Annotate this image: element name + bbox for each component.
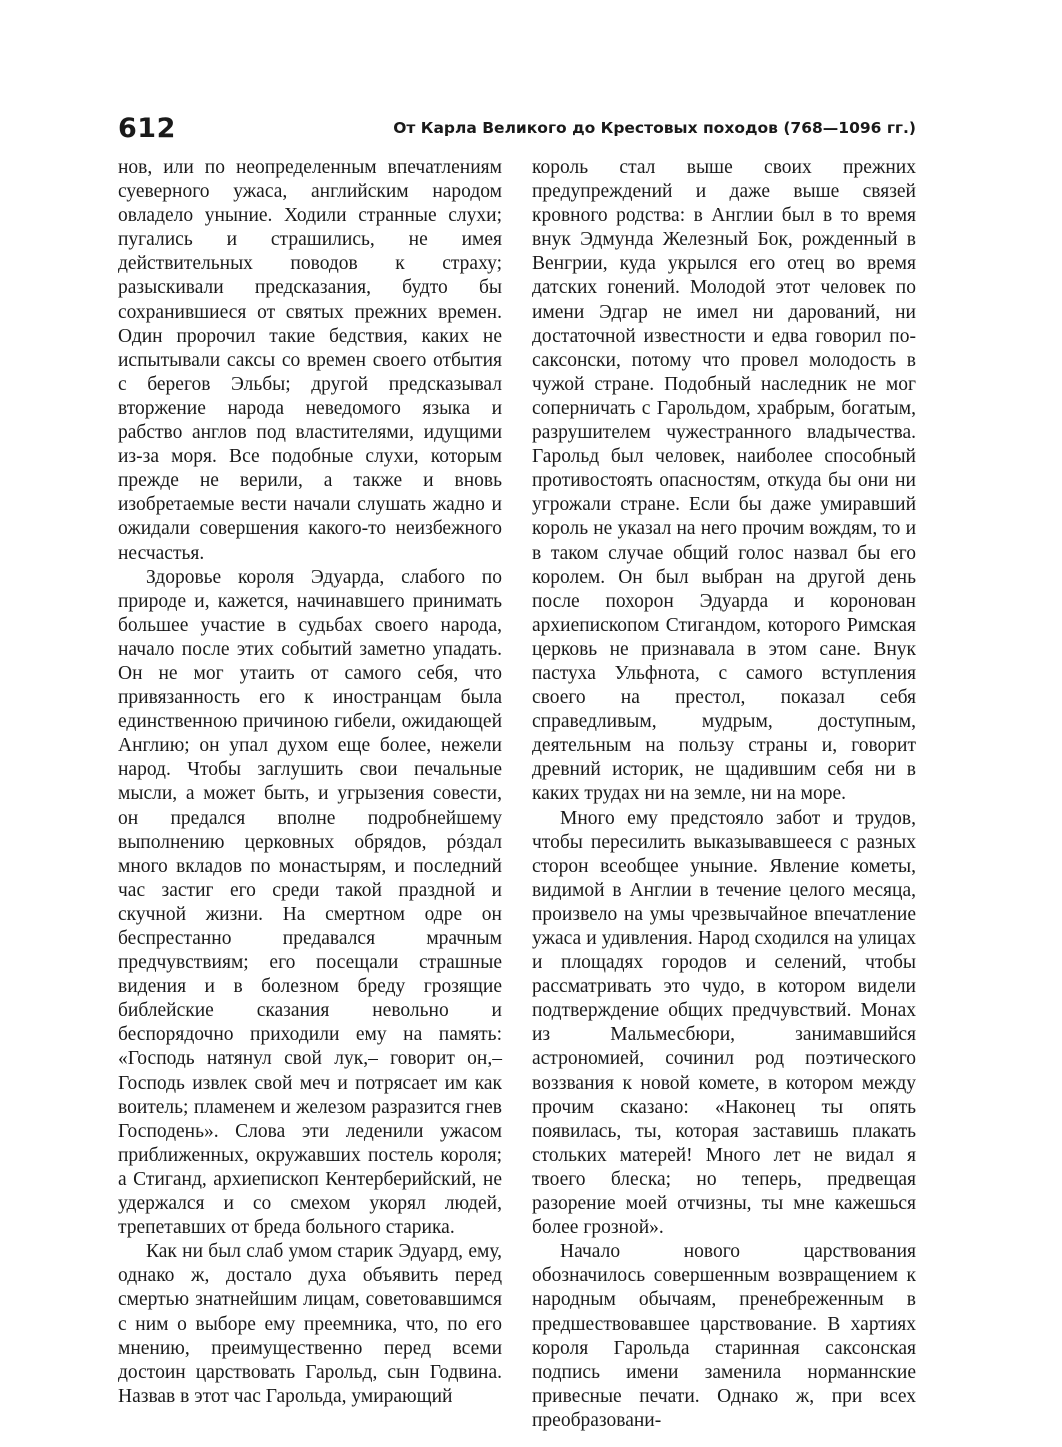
paragraph: Как ни был слаб умом старик Эдуард, ему, однако ж, достало духа объявить перед смертью знатнейшим лицам, советовавшимся с ним о выборе ему преемника, что, по его мнению, преимущественно перед всеми достоин царствовать Гарольд, сын Годвина. Назвав в этот час Гарольда, умирающий: [118, 1241, 502, 1407]
paragraph: Много ему предстояло забот и трудов, чтобы пересилить выказывавшееся с разных сторон всеобщее уныние. Явление кометы, видимой в Англии в течение целого месяца, произвело на умы чрезвычайное впечатление ужаса и удивления. Народ сходился на улицах и площадях городов и селений, чтобы рассматривать это чудо, в котором видели подтверждение общих предчувствий. Монах из Мальмесбюри, занимавшийся астрономией, сочинил род поэтического воззвания к новой комете, в котором между прочим сказано: «Наконец ты опять появилась, ты, которая заставишь плакать стольких матерей! Много лет не видал я твоего блеска; но теперь, предвещая разорение моей отчизны, ты мне кажешься более грозной».: [532, 807, 916, 1239]
paragraph: нов, или по неопределенным впечатлениям суеверного ужаса, английским народом овладело уныние. Ходили странные слухи; пугались и страшились, не имея действительных поводов к страху; разыскивали предсказания, будто бы сохранившиеся от святых прежних времен. Один пророчил такие бедствия, каких не испытывали саксы со времен своего отбытия с берегов Эльбы; другой предсказывал вторжение народа неведомого языка и рабство англов под властителями, идущими из-за моря. Все подобные слухи, которым прежде не верили, а также и вновь изобретаемые вести начали слушать жадно и ожидали совершения какого-то неизбежного несчастья.: [118, 157, 502, 564]
left-column: [118, 156, 502, 1409]
paragraph: Начало нового царствования обозначилось совершенным возвращением к народным обычаям, пренебреженным в предшествовавшее царствование. В хартиях короля Гарольда старинная саксонская подпись имени заменила норманнские привесные печати. Однако ж, при всех преобразовани-: [532, 1241, 916, 1431]
paragraph: Здоровье короля Эдуарда, слабого по природе и, кажется, начинавшего принимать большее участие в судьбах своего народа, начало после этих событий заметно упадать. Он не мог утаить от самого себя, что привязанность его к иностранцам была единственною причиною гибели, ожидающей Англию; он упал духом еще более, нежели народ. Чтобы заглушить свои печальные мысли, а может быть, и угрызения совести, он предался вполне подробнейшему выполнению церковных обрядов, рóздал много вкладов по монастырям, и последний час застиг его среди такой праздной и скучной жизни. На смертном одре он беспрестанно предавался мрачным предчувствиям; его посещали страшные видения и в болезном бреду грозящие библейские сказания невольно и беспорядочно приходили ему на память: «Господь натянул свой лук,– говорит он,– Господь извлек свой меч и потрясает им как воитель; пламенем и железом разразится гнев Господень». Слова эти леденили ужасом приближенных, окружавших постель короля; а Стиганд, архиепископ Кентерберийский, не удержался и со смехом укорял людей, трепетавших от бреда больного старика.: [118, 566, 502, 1239]
page-number: 612: [118, 113, 176, 144]
paragraph: король стал выше своих прежних предупреждений и даже выше связей кровного родства: в Англии был в то время внук Эдмунда Железный Бок, рожденный в Венгрии, куда укрылся его отец во время датских гонений. Молодой этот человек по имени Эдгар не имел ни дарований, ни достаточной известности и едва говорил по-саксонски, потому что провел молодость в чужой стране. Подобный наследник не мог соперничать с Гарольдом, храбрым, богатым, разрушителем чужестранного владычества. Гарольд был человек, наиболее способный противостоять опасностям, откуда бы они ни угрожали стране. Если бы даже умиравший король не указал на него прочим вождям, то и в таком случае общий голос назвал бы его королем. Он был выбран на другой день после похорон Эдуарда и коронован архиепископом Стигандом, которого Римская церковь не признавала в этом сане. Внук пастуха Ульфнота, с самого вступления своего на престол, показал себя справедливым, мудрым, доступным, деятельным на пользу страны и, говорит древний историк, не щадившим себя ни в каких трудах ни на земле, ни на море.: [532, 157, 916, 805]
right-column: [532, 156, 916, 1433]
running-title: От Карла Великого до Крестовых походов (768—1096 гг.): [393, 119, 916, 137]
